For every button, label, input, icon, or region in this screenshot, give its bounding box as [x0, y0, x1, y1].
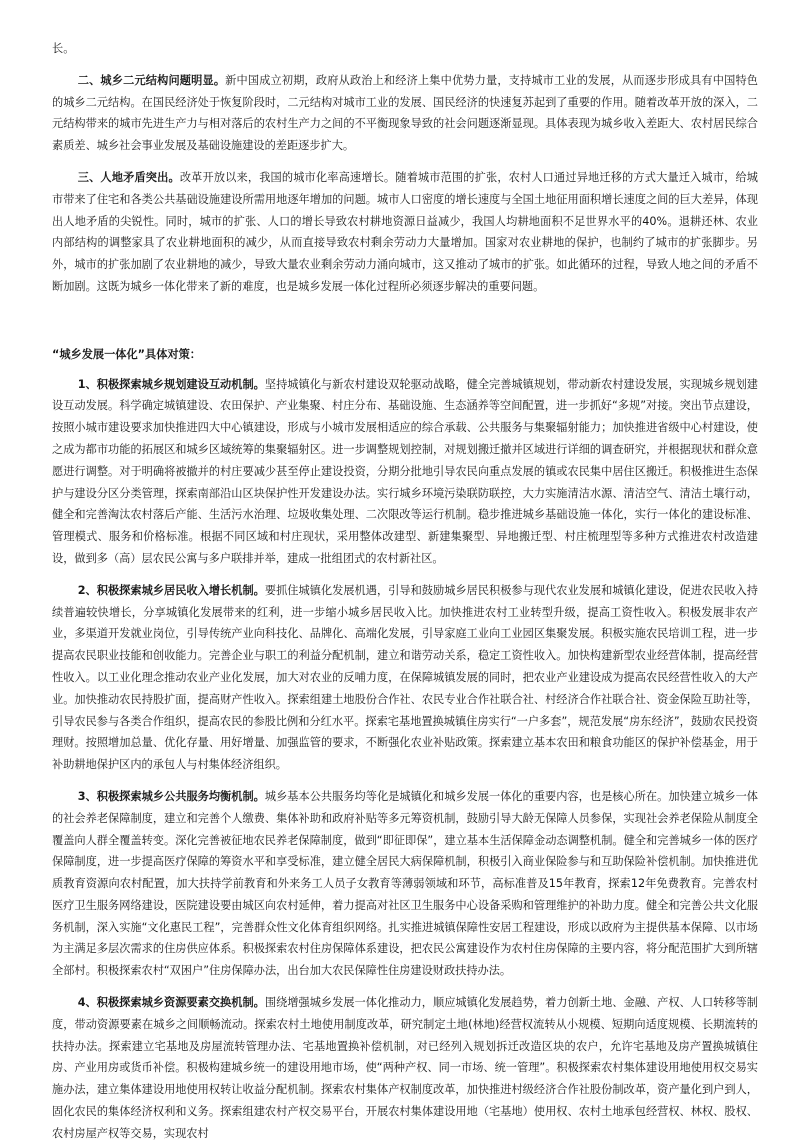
document-page	[52, 38, 758, 1145]
paragraph-body: 新中国成立初期，政府从政治上和经济上集中优势力量，支持城市工业的发展，从而逐步形成具有中国特色的城乡二元结构。在国民经济处于恢复阶段时，二元结构对城市工业的发展、国民经济的快速复苏起到了重要的作用。随着改革开放的深入，二元结构带来的城市先进生产力与相对落后的农村生产力之间的不平衡现象导致的社会问题逐渐显现。具体表现为城乡收入差距大、农村居民综合素质差、城乡社会事业发展及基础设施建设的差距逐步扩大。	[52, 73, 758, 153]
paragraph-body: 坚持城镇化与新农村建设双轮驱动战略，健全完善城镇规划，带动新农村建设发展，实现城乡规划建设互动发展。科学确定城镇建设、农田保护、产业集聚、村庄分布、基础设施、生态涵养等空间配置，进一步抓好“多规”对接。突出节点建设，按照小城市建设要求加快推进四大中心镇建设，形成与小城市发展相适应的综合承载、公共服务与集聚辐射能力；加快推进省级中心村建设，使之成为都市功能的拓展区和城乡区域统筹的集聚辐射区。进一步调整规划控制，对规划搬迁撤并区域进行详细的调查研究，并根据现状和群众意愿进行调整。对于明确将被撤并的村庄要减少甚至停止建设投资，分期分批地引导农民向重点发展的镇或农民集中居住区搬迁。积极推进生态保护与建设分区分类管理，探索南部沿山区块保护性开发建设办法。实行城乡环境污染联防联控，大力实施清洁水源、清洁空气、清洁土壤行动，健全和完善淘汰农村落后产能、生活污水治理、垃圾收集处理、二次限改等运行机制。稳步推进城乡基础设施一体化，实行一体化的建设标准、管理模式、服务和价格标准。根据不同区域和村庄现状，采用整体改建型、新建集聚型、异地搬迁型、村庄梳理型等多种方式推进农村改造建设，做到多（高）层农民公寓与多户联排并举，建成一批组团式的农村新社区。	[52, 377, 758, 565]
paragraph-land-conflict	[52, 167, 758, 298]
section-lead: 3、积极探索城乡公共服务均衡机制。	[77, 789, 265, 803]
paragraph-body: 围绕增强城乡发展一体化推动力，顺应城镇化发展趋势，着力创新土地、金融、产权、人口转移等制度，带动资源要素在城乡之间顺畅流动。探索农村土地使用制度改革，研究制定土地(林地)经营权流转从小规模、短期向适度规模、长期流转的扶持办法。探索建立宅基地及房屋流转管理办法、宅基地置换补偿机制，对已经列入规划拆迁改造区块的农户，允许宅基地及房产置换城镇住房、产业用房或货币补偿。积极构建城乡统一的建设用地市场，使“两种产权、同一市场、统一管理”。积极探索农村集体建设用地使用权交易实施办法，建立集体建设用地使用权转让收益分配机制。探索农村集体产权制度改革，加快推进村级经济合作社股份制改革，资产量化到户到人，固化农民的集体经济权利和义务。探索组建农村产权交易平台，开展农村集体建设用地（宅基地）使用权、农村土地承包经营权、林权、股权、农村房屋产权等交易，实现农村	[52, 996, 758, 1140]
section-lead: 三、人地矛盾突出。	[77, 170, 180, 184]
paragraph-body: 要抓住城镇化发展机遇，引导和鼓励城乡居民积极参与现代农业发展和城镇化建设，促进农民收入持续普遍较快增长，分享城镇化发展带来的红利，进一步缩小城乡居民收入比。加快推进农村工业转型升级，提高工资性收入。积极发展非农产业，多渠道开发就业岗位，引导传统产业向科技化、品牌化、高端化发展，引导家庭工业向工业园区集聚发展。积极实施农民培训工程，进一步提高农民职业技能和创收能力。完善企业与职工的利益分配机制，建立和谐劳动关系，稳定工资性收入。加快构建新型农业经营体制，提高经营性收入。以工业化理念推动农业产业化发展，加大对农业的反哺力度，在保障城镇发展的同时，把农业产业建设成为提高农民经营性收入的大产业。加快推动农民持股扩面，提高财产性收入。探索组建土地股份合作社、农民专业合作社联合社、村经济合作社联合社、资金保险互助社等，引导农民参与各类合作组织，提高农民的参股比例和分红水平。探索宅基地置换城镇住房实行“一户多套”，规范发展“房东经济”，鼓励农民投资理财。按照增加总量、优化存量、用好增量、加强监管的要求，不断强化农业补贴政策。探索建立基本农田和粮食功能区的保护补偿基金，用于补助耕地保护区内的承包人与村集体经济组织。	[52, 583, 758, 772]
paragraph-continuation: 长。	[52, 42, 75, 55]
section-lead: 2、积极探索城乡居民收入增长机制。	[77, 583, 265, 597]
paragraph-public-service	[52, 786, 758, 982]
section-lead: 4、积极探索城乡资源要素交换机制。	[77, 996, 265, 1010]
paragraph-body: 城乡基本公共服务均等化是城镇化和城乡发展一体化的重要内容，也是核心所在。加快建立城乡一体的社会养老保障制度，建立和完善个人缴费、集体补助和政府补贴等多元筹资机制，鼓励引导大龄无保障人员参保，实现社会养老保险从制度全覆盖向人群全覆盖转变。深化完善被征地农民养老保障制度，做到“即征即保”，建立基本生活保障金动态调整机制。健全和完善城乡一体的医疗保障制度，进一步提高医疗保障的筹资水平和享受标准，建立健全居民大病保障机制，积极引入商业保险参与和互助保险补偿机制。加快推进优质教育资源向农村配置，加大扶持学前教育和外来务工人员子女教育等薄弱领域和环节，高标准普及15年教育，探索12年免费教育。完善农村医疗卫生服务网络建设，医院建设要由城区向农村延伸，着力提高对社区卫生服务中心设备采购和管理维护的补助力度。健全和完善公共文化服务机制，深入实施“文化惠民工程”，完善群众性文化体育组织网络。扎实推进城镇保障性安居工程建设，形成以政府为主提供基本保障、以市场为主满足多层次需求的住房供应体系。积极探索农村住房保障体系建设，把农民公寓建设作为农村住房保障的主要内容，将分配范围扩大到所辖全部村。积极探索农村“双困户”住房保障办法，出台加大农民保障性住房建设财政扶持办法。	[52, 789, 758, 978]
paragraph-planning	[52, 374, 758, 570]
paragraph-resource-exchange	[52, 992, 758, 1145]
paragraph-income	[52, 580, 758, 776]
paragraph-dual-structure	[52, 70, 758, 157]
section-heading: “城乡发展一体化”具体对策：	[52, 347, 201, 361]
section-lead: 1、积极探索城乡规划建设互动机制。	[77, 377, 265, 391]
paragraph-body: 改革开放以来，我国的城市化率高速增长。随着城市范围的扩张，农村人口通过异地迁移的方式大量迁入城市，给城市带来了住宅和各类公共基础设施建设所需用地逐年增加的问题。城市人口密度的增长速度与全国土地征用面积增长速度之间的巨大差异，体现出人地矛盾的尖锐性。同时，城市的扩张、人口的增长导致农村耕地资源日益减少，我国人均耕地面积不足世界水平的40%。退耕还林、农业内部结构的调整家具了农业耕地面积的减少，从而直接导致农村剩余劳动力大量增加。国家对农业耕地的保护，也制约了城市的扩张脚步。另外，城市的扩张加剧了农业耕地的减少，导致大量农业剩余劳动力涌向城市，这又推动了城市的扩张。如此循环的过程，导致人地之间的矛盾不断加剧。这既为城乡一体化带来了新的难度，也是城乡发展一体化过程所必须逐步解决的重要问题。	[52, 170, 758, 293]
section-lead: 二、城乡二元结构问题明显。	[77, 73, 226, 87]
